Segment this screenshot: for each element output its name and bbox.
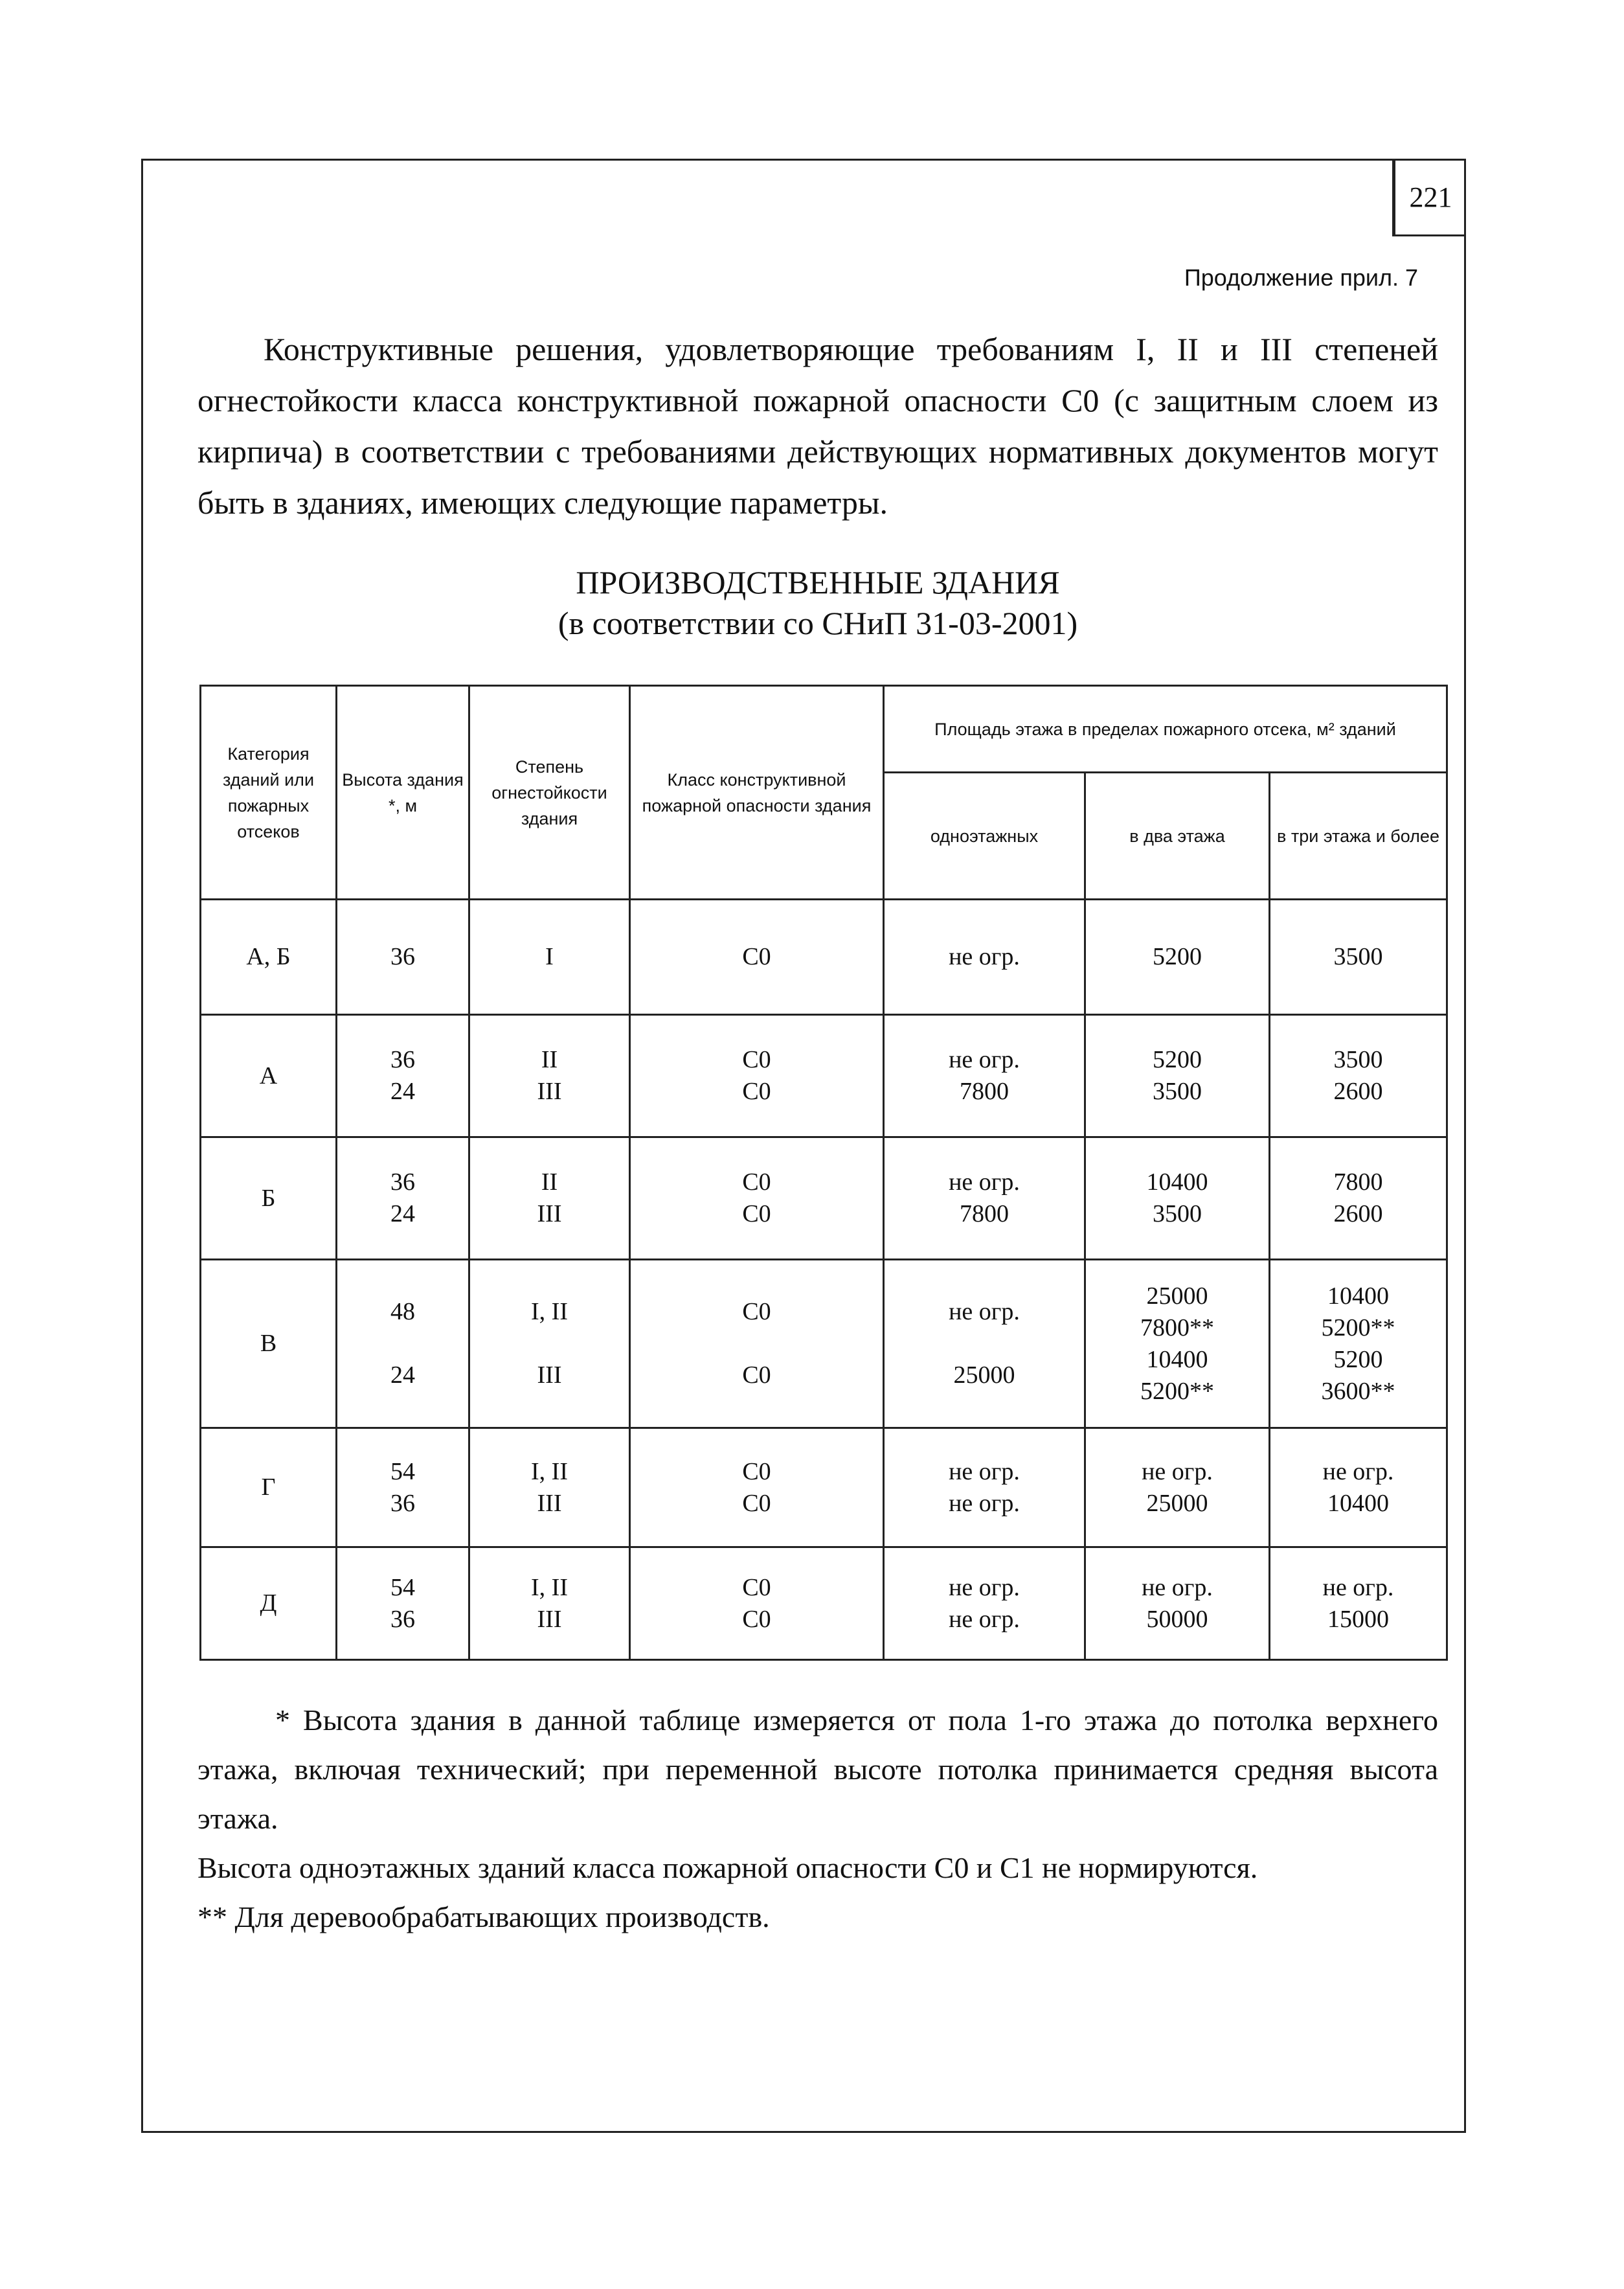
cell-one-storey: не огр. 25000: [884, 1260, 1085, 1428]
cell-height: 48 24: [337, 1260, 469, 1428]
cell-one-storey: не огр.: [884, 900, 1085, 1015]
cell-category: Д: [201, 1547, 337, 1660]
header-three-storey: в три этажа и более: [1270, 773, 1447, 900]
cell-class: С0 С0: [630, 1015, 884, 1137]
header-construct-class: Класс конструктивной пожарной опасности здания: [630, 686, 884, 900]
table-subtitle: (в соответствии со СНиП 31-03-2001): [558, 605, 1078, 641]
table-title: ПРОИЗВОДСТВЕННЫЕ ЗДАНИЯ: [576, 564, 1060, 600]
cell-one-storey: не огр. не огр.: [884, 1547, 1085, 1660]
cell-two-storey: 10400 3500: [1085, 1137, 1270, 1260]
cell-class: С0: [630, 900, 884, 1015]
cell-class: С0 С0: [630, 1428, 884, 1547]
cell-category: В: [201, 1260, 337, 1428]
cell-three-storey: 10400 5200** 5200 3600**: [1270, 1260, 1447, 1428]
header-one-storey: одноэтажных: [884, 773, 1085, 900]
cell-height: 54 36: [337, 1428, 469, 1547]
cell-three-storey: не огр. 15000: [1270, 1547, 1447, 1660]
cell-two-storey: 25000 7800** 10400 5200**: [1085, 1260, 1270, 1428]
cell-degree: I: [469, 900, 630, 1015]
cell-height: 36 24: [337, 1137, 469, 1260]
cell-height: 54 36: [337, 1547, 469, 1660]
cell-degree: II III: [469, 1015, 630, 1137]
header-fire-degree: Степень огнестойкости здания: [469, 686, 630, 900]
cell-degree: I, II III: [469, 1260, 630, 1428]
cell-one-storey: не огр. не огр.: [884, 1428, 1085, 1547]
table-row: [201, 1428, 1447, 1547]
cell-three-storey: 7800 2600: [1270, 1137, 1447, 1260]
cell-one-storey: не огр. 7800: [884, 1137, 1085, 1260]
cell-degree: I, II III: [469, 1428, 630, 1547]
cell-category: А: [201, 1015, 337, 1137]
cell-category: Б: [201, 1137, 337, 1260]
cell-three-storey: 3500: [1270, 900, 1447, 1015]
cell-height: 36 24: [337, 1015, 469, 1137]
cell-one-storey: не огр. 7800: [884, 1015, 1085, 1137]
cell-class: С0 С0: [630, 1547, 884, 1660]
table-row: [201, 1547, 1447, 1660]
cell-two-storey: 5200: [1085, 900, 1270, 1015]
header-category: Категория зданий или пожарных отсеков: [201, 686, 337, 900]
cell-degree: I, II III: [469, 1547, 630, 1660]
footnotes: [197, 1696, 1438, 1942]
cell-two-storey: не огр. 50000: [1085, 1547, 1270, 1660]
cell-degree: II III: [469, 1137, 630, 1260]
footnote-height: * Высота здания в данной таблице измеряется от пола 1-го этажа до потолка верхнего этажа, включая технический; при переменной высоте потолка принимается средняя высота этажа.: [197, 1703, 1438, 1835]
cell-two-storey: 5200 3500: [1085, 1015, 1270, 1137]
cell-height: 36: [337, 900, 469, 1015]
intro-paragraph: Конструктивные решения, удовлетворяющие требованиям I, II и III степеней огнестойкости класса конструктивной пожарной опасности С0 (с защитным слоем из кирпича) в соответствии с требованиями действующих нормативных документов могут быть в зданиях, имеющих следующие параметры.: [197, 331, 1438, 521]
cell-two-storey: не огр. 25000: [1085, 1428, 1270, 1547]
cell-three-storey: 3500 2600: [1270, 1015, 1447, 1137]
table-row: [201, 900, 1447, 1015]
buildings-table: [199, 685, 1448, 1661]
appendix-continuation: Продолжение прил. 7: [1184, 264, 1418, 291]
header-height: Высота здания *, м: [337, 686, 469, 900]
cell-category: Г: [201, 1428, 337, 1547]
cell-three-storey: не огр. 10400: [1270, 1428, 1447, 1547]
page-number: 221: [1392, 159, 1466, 236]
header-two-storey: в два этажа: [1085, 773, 1270, 900]
cell-category: А, Б: [201, 900, 337, 1015]
table-row: [201, 1260, 1447, 1428]
table-row: [201, 1015, 1447, 1137]
cell-class: С0 С0: [630, 1137, 884, 1260]
header-floor-area: Площадь этажа в пределах пожарного отсека, м² зданий: [884, 686, 1447, 773]
cell-class: С0 С0: [630, 1260, 884, 1428]
footnote-woodworking: ** Для деревообрабатывающих производств.: [197, 1900, 770, 1933]
footnote-one-storey: Высота одноэтажных зданий класса пожарной опасности С0 и С1 не нормируются.: [197, 1851, 1258, 1884]
table-row: [201, 1137, 1447, 1260]
